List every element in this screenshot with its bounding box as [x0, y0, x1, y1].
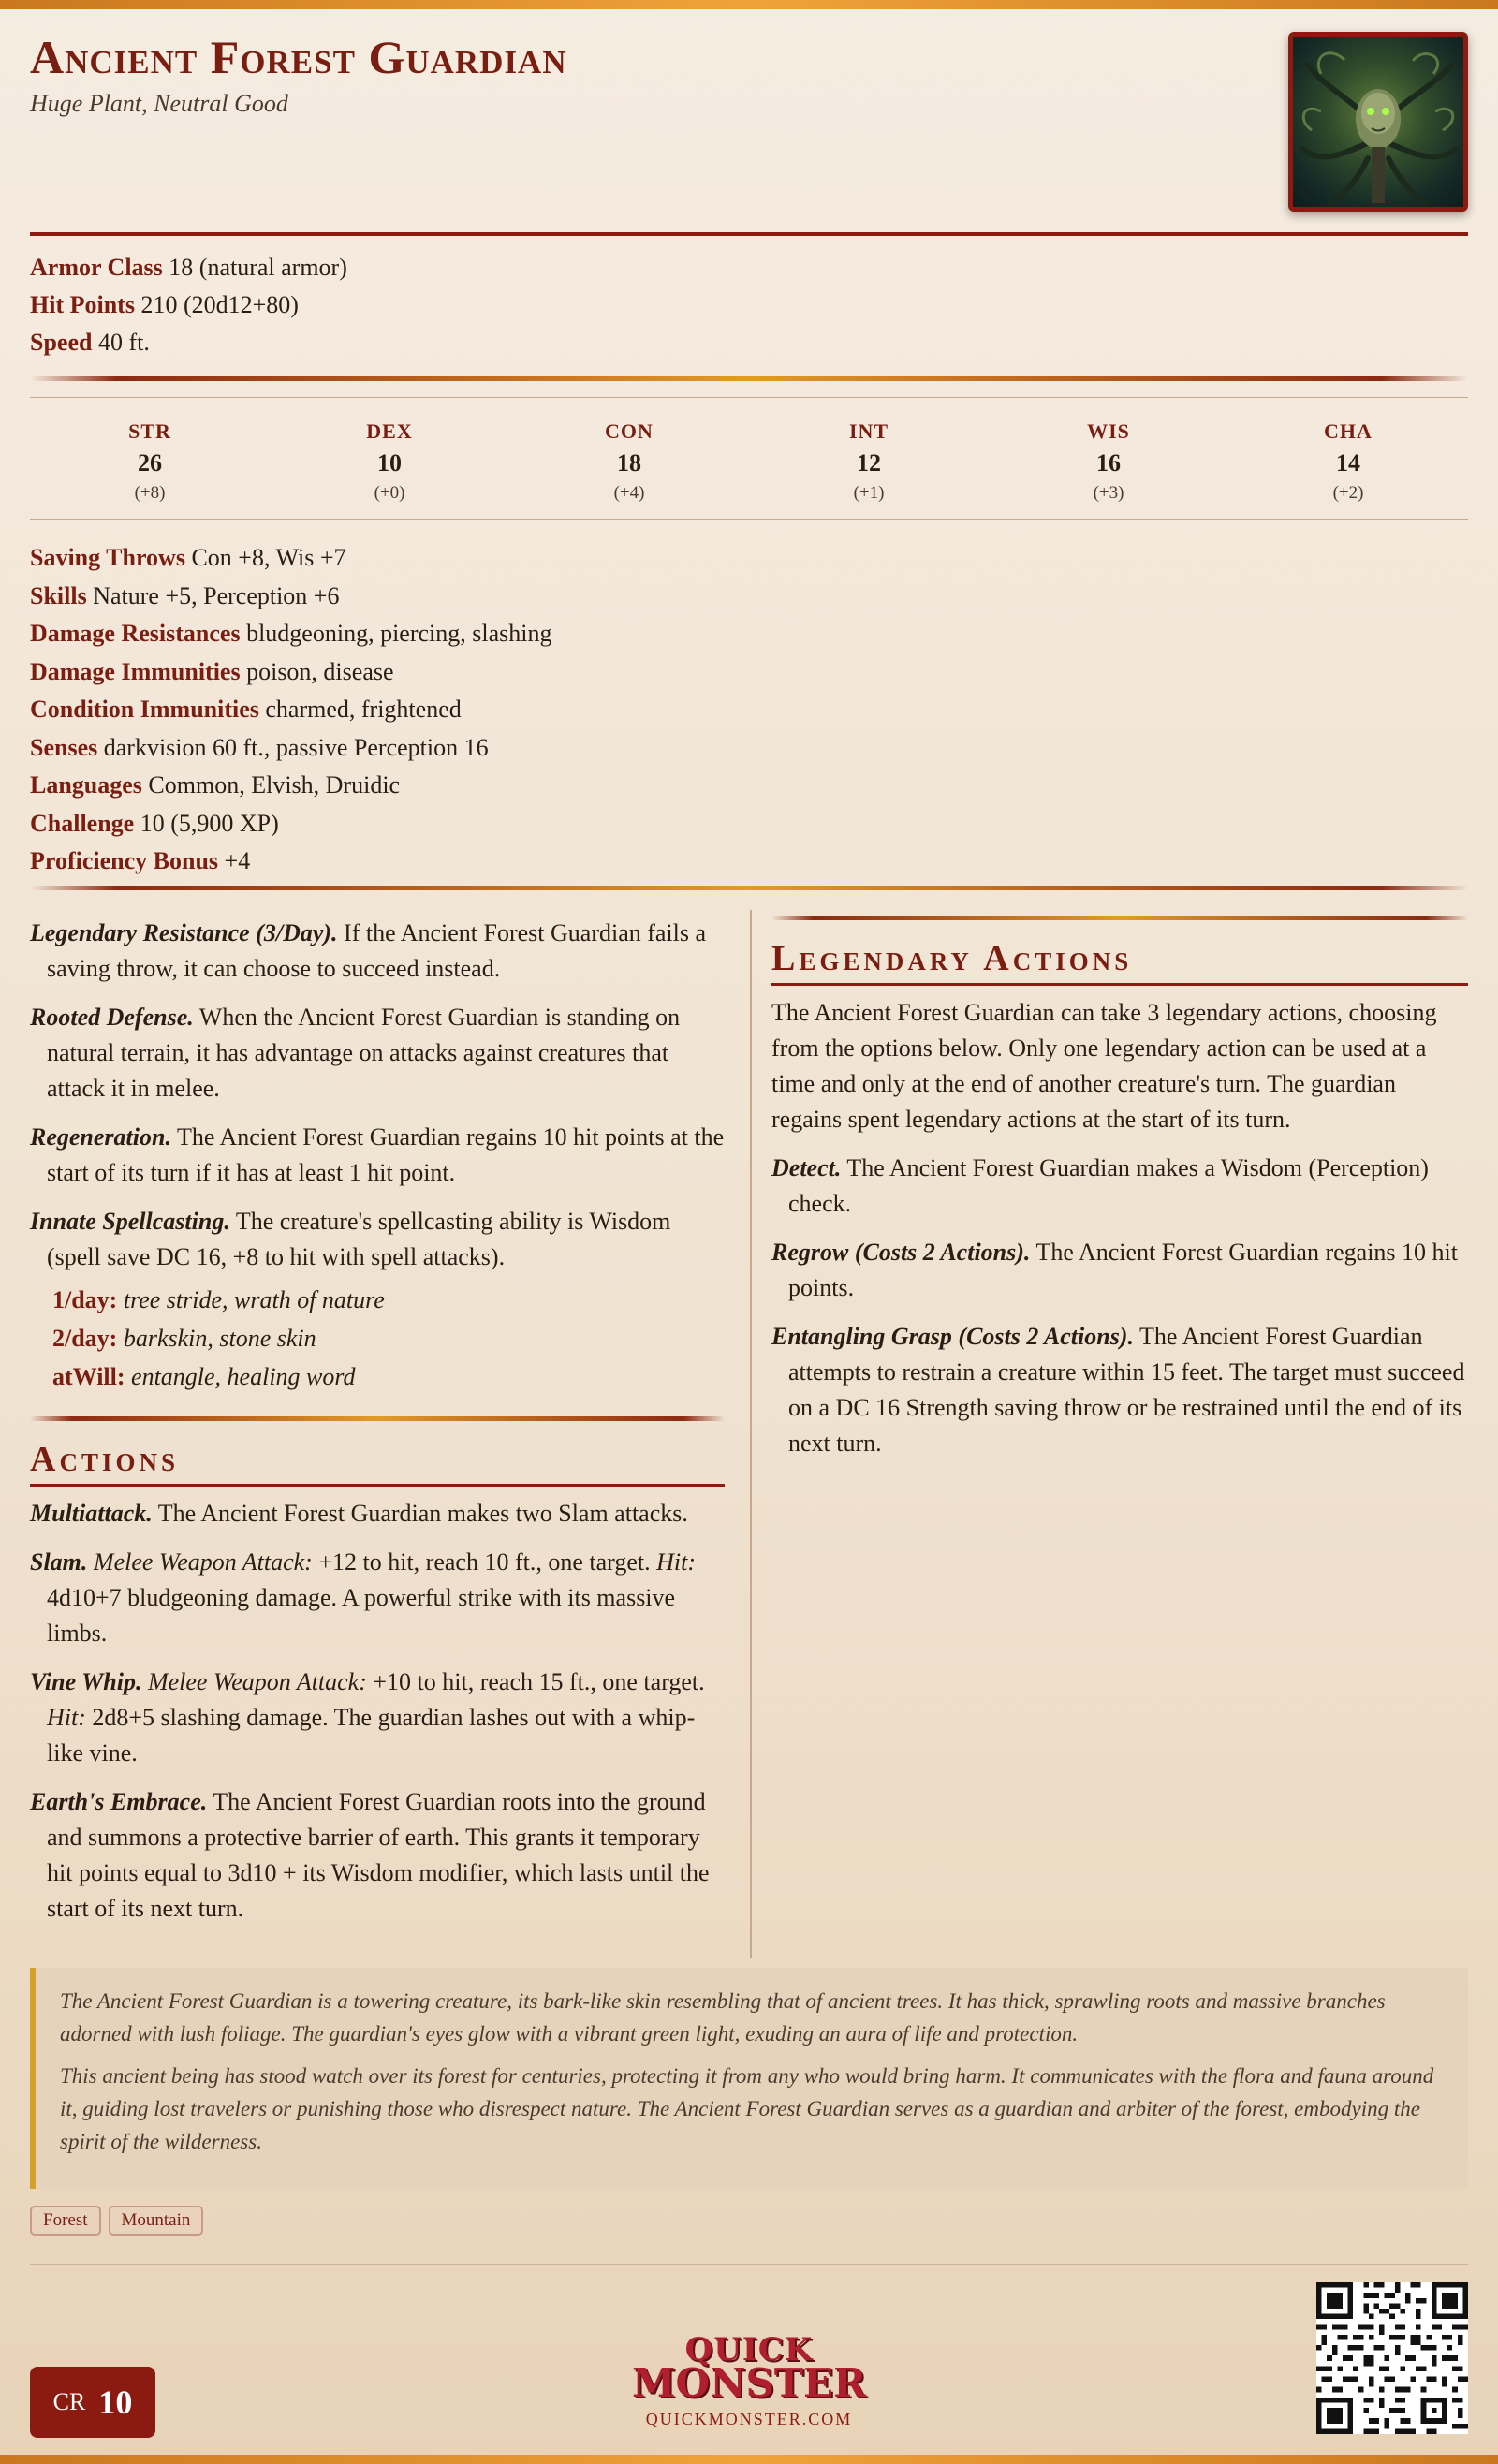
basic-stats	[30, 249, 347, 361]
tag-mountain[interactable]: Mountain	[109, 2206, 204, 2236]
qr-code-icon[interactable]	[1316, 2282, 1468, 2434]
spell-list: entangle, healing word	[131, 1363, 356, 1390]
prop-label: Senses	[30, 733, 98, 761]
attack-details: +10 to hit, reach 15 ft., one target.	[373, 1668, 705, 1695]
challenge	[30, 805, 551, 843]
header-divider	[30, 232, 1468, 236]
languages	[30, 767, 551, 805]
bottom-accent-bar	[0, 2455, 1498, 2464]
ability-name: INT	[848, 419, 889, 443]
left-column	[30, 916, 725, 1940]
spell-frequency: atWill:	[52, 1363, 125, 1390]
prop-label: Challenge	[30, 809, 135, 837]
trait-legendary-resistance	[30, 916, 725, 987]
armor-class-value: 18 (natural armor)	[169, 254, 347, 281]
trait-regeneration	[30, 1120, 725, 1191]
cr-label: CR	[52, 2388, 86, 2415]
actions-title: Actions	[30, 1439, 725, 1487]
action-name: Slam.	[30, 1548, 88, 1576]
ability-name: CON	[605, 419, 654, 443]
ability-int	[749, 403, 989, 504]
legendary-text: The Ancient Forest Guardian attempts to restrain a creature within 15 feet. The target must succeed on a DC 16 Strength saving throw or be restrained until the end of its next turn.	[788, 1323, 1465, 1457]
skills	[30, 578, 551, 616]
spell-row-2day	[30, 1319, 725, 1357]
action-name: Multiattack.	[30, 1500, 153, 1527]
trait-name: Rooted Defense.	[30, 1004, 194, 1031]
ability-str	[30, 403, 270, 504]
abilities-top-rule	[30, 397, 1468, 398]
armor-class	[30, 249, 347, 286]
senses	[30, 729, 551, 768]
speed-value: 40 ft.	[97, 329, 150, 356]
legendary-entangling-grasp	[771, 1319, 1468, 1461]
trait-name: Legendary Resistance (3/Day).	[30, 919, 338, 946]
prop-value: darkvision 60 ft., passive Perception 16	[103, 733, 489, 761]
ability-modifier: (+2)	[1332, 483, 1364, 503]
tree-guardian-portrait-icon	[1293, 37, 1463, 207]
portrait-image[interactable]	[1288, 32, 1468, 212]
ability-score: 18	[617, 449, 641, 477]
prop-label: Proficiency Bonus	[30, 847, 219, 874]
hit-points-label: Hit Points	[30, 291, 135, 318]
trait-text: The Ancient Forest Guardian regains 10 hit points at the start of its turn if it has at least 1 hit point.	[47, 1123, 725, 1186]
ability-name: CHA	[1324, 419, 1373, 443]
ability-score: 14	[1336, 449, 1360, 477]
legendary-divider-wrap	[771, 916, 1468, 938]
prop-label: Damage Resistances	[30, 620, 241, 647]
ability-scores	[30, 403, 1468, 506]
damage-resistances	[30, 615, 551, 653]
prop-value: charmed, frightened	[265, 696, 462, 723]
spell-list: tree stride, wrath of nature	[123, 1286, 385, 1313]
lore-description	[30, 1968, 1468, 2189]
ability-modifier: (+8)	[134, 483, 166, 503]
prop-value: Common, Elvish, Druidic	[148, 771, 401, 799]
trait-innate-spellcasting	[30, 1204, 725, 1275]
prop-label: Saving Throws	[30, 544, 185, 571]
spell-frequency: 2/day:	[52, 1325, 118, 1352]
prop-value: +4	[224, 847, 251, 874]
section-divider	[30, 886, 1468, 890]
legendary-name: Entangling Grasp (Costs 2 Actions).	[771, 1323, 1134, 1350]
condition-immunities	[30, 691, 551, 729]
cr-value: 10	[98, 2383, 133, 2421]
hit-label: Hit:	[47, 1704, 86, 1731]
prop-value: 10 (5,900 XP)	[140, 809, 279, 837]
ability-dex	[270, 403, 509, 504]
actions-divider-wrap	[30, 1396, 725, 1439]
ability-score: 10	[377, 449, 402, 477]
legendary-actions-title: Legendary Actions	[771, 938, 1468, 986]
attack-type: Melee Weapon Attack:	[93, 1548, 313, 1576]
lore-paragraph: This ancient being has stood watch over its forest for centuries, protecting it from any who would bring harm. It communicates with the flora and fauna around it, guiding lost travelers or punishing those who disrespect nature. The Ancient Forest Guardian serves as a guardian and arbiter of the forest, embodying the spirit of the wilderness.	[60, 2064, 1434, 2153]
ability-name: WIS	[1087, 419, 1130, 443]
ability-wis	[989, 403, 1228, 504]
legendary-detect	[771, 1151, 1468, 1222]
stat-block	[30, 9, 1468, 2428]
ability-modifier: (+0)	[374, 483, 405, 503]
action-vine-whip	[30, 1665, 725, 1771]
action-multiattack	[30, 1496, 725, 1532]
prop-label: Skills	[30, 581, 87, 609]
attack-details: +12 to hit, reach 10 ft., one target.	[318, 1548, 651, 1576]
prop-label: Languages	[30, 771, 142, 799]
footer-divider	[30, 2264, 1468, 2265]
action-slam	[30, 1545, 725, 1651]
qr-code-graphic	[1316, 2282, 1468, 2434]
trait-rooted-defense	[30, 1000, 725, 1107]
hit-points-value: 210 (20d12+80)	[140, 291, 299, 318]
abilities-bottom-rule	[30, 519, 1468, 520]
hit-points	[30, 286, 347, 324]
saving-throws	[30, 539, 551, 578]
prop-label: Condition Immunities	[30, 696, 259, 723]
cr-badge	[30, 2367, 155, 2438]
prop-value: Nature +5, Perception +6	[93, 581, 340, 609]
hit-label: Hit:	[656, 1548, 696, 1576]
section-divider	[30, 1416, 725, 1421]
prop-value: bludgeoning, piercing, slashing	[246, 620, 552, 647]
prop-value: Con +8, Wis +7	[191, 544, 346, 571]
damage-immunities	[30, 653, 551, 692]
armor-class-label: Armor Class	[30, 254, 163, 281]
action-name: Vine Whip.	[30, 1668, 142, 1695]
action-text: The Ancient Forest Guardian makes two Slam attacks.	[157, 1500, 688, 1527]
speed	[30, 324, 347, 361]
trait-text: When the Ancient Forest Guardian is standing on natural terrain, it has advantage on attacks against creatures that attack it in melee.	[47, 1004, 681, 1102]
ability-con	[509, 403, 749, 504]
site-url[interactable]: QUICKMONSTER.COM	[645, 2410, 853, 2428]
proficiency-bonus	[30, 843, 551, 881]
ability-score: 16	[1096, 449, 1121, 477]
ability-name: DEX	[366, 419, 413, 443]
right-column	[771, 916, 1468, 1474]
legendary-regrow	[771, 1235, 1468, 1306]
spell-frequency: 1/day:	[52, 1286, 118, 1313]
ability-name: STR	[128, 419, 171, 443]
ability-score: 26	[138, 449, 162, 477]
action-text: 2d8+5 slashing damage. The guardian lashes out with a whip-like vine.	[47, 1704, 696, 1767]
ability-score: 12	[857, 449, 881, 477]
monster-type: Huge Plant, Neutral Good	[30, 90, 288, 117]
header	[30, 9, 1468, 234]
action-text: The Ancient Forest Guardian roots into the ground and summons a protective barrier of earth. This grants it temporary hit points equal to 3d10 + its Wisdom modifier, which lasts until the start of its next turn.	[47, 1788, 710, 1922]
ability-modifier: (+1)	[853, 483, 885, 503]
trait-name: Innate Spellcasting.	[30, 1208, 230, 1235]
action-earths-embrace	[30, 1784, 725, 1927]
action-text: 4d10+7 bludgeoning damage. A powerful strike with its massive limbs.	[47, 1584, 676, 1647]
spell-list: barkskin, stone skin	[123, 1325, 316, 1352]
spell-row-1day	[30, 1281, 725, 1319]
legendary-name: Detect.	[771, 1154, 842, 1181]
ability-cha	[1228, 403, 1468, 504]
speed-label: Speed	[30, 329, 93, 356]
lore-paragraph: The Ancient Forest Guardian is a towering creature, its bark-like skin resembling that of ancient trees. It has thick, sprawling roots and massive branches adorned with lush foliage. The guardian's eyes glow with a vibrant green light, exuding an aura of life and protection.	[60, 1989, 1386, 2046]
tag-forest[interactable]: Forest	[30, 2206, 101, 2236]
monster-name: Ancient Forest Guardian	[30, 31, 567, 83]
section-divider	[30, 376, 1468, 381]
ability-modifier: (+3)	[1093, 483, 1124, 503]
trait-text: The creature's spellcasting ability is Wisdom (spell save DC 16, +8 to hit with spell attacks).	[47, 1208, 671, 1270]
legendary-text: The Ancient Forest Guardian makes a Wisdom (Perception) check.	[788, 1154, 1429, 1217]
section-divider	[771, 916, 1468, 920]
tags	[30, 2206, 211, 2236]
quickmonster-logo[interactable]	[625, 2331, 873, 2429]
legendary-intro: The Ancient Forest Guardian can take 3 legendary actions, choosing from the options below. Only one legendary action can be used at a time and only at the end of another creature's turn. The guardian regains spent legendary actions at the start of its turn.	[771, 999, 1437, 1133]
prop-value: poison, disease	[246, 657, 394, 685]
attack-type: Melee Weapon Attack:	[147, 1668, 367, 1695]
trait-text: If the Ancient Forest Guardian fails a saving throw, it can choose to succeed instead.	[47, 919, 707, 982]
ability-modifier: (+4)	[613, 483, 645, 503]
legendary-text: The Ancient Forest Guardian regains 10 hit points.	[788, 1239, 1458, 1301]
prop-label: Damage Immunities	[30, 657, 241, 685]
logo-line-1: QUICK	[684, 2331, 814, 2369]
column-divider	[750, 910, 752, 1958]
trait-name: Regeneration.	[30, 1123, 171, 1151]
legendary-name: Regrow (Costs 2 Actions).	[771, 1239, 1031, 1266]
properties-list	[30, 539, 551, 881]
logo-line-2: MONSTER	[632, 2360, 866, 2406]
action-name: Earth's Embrace.	[30, 1788, 208, 1815]
spell-row-atwill	[30, 1357, 725, 1396]
top-accent-bar	[0, 0, 1498, 9]
